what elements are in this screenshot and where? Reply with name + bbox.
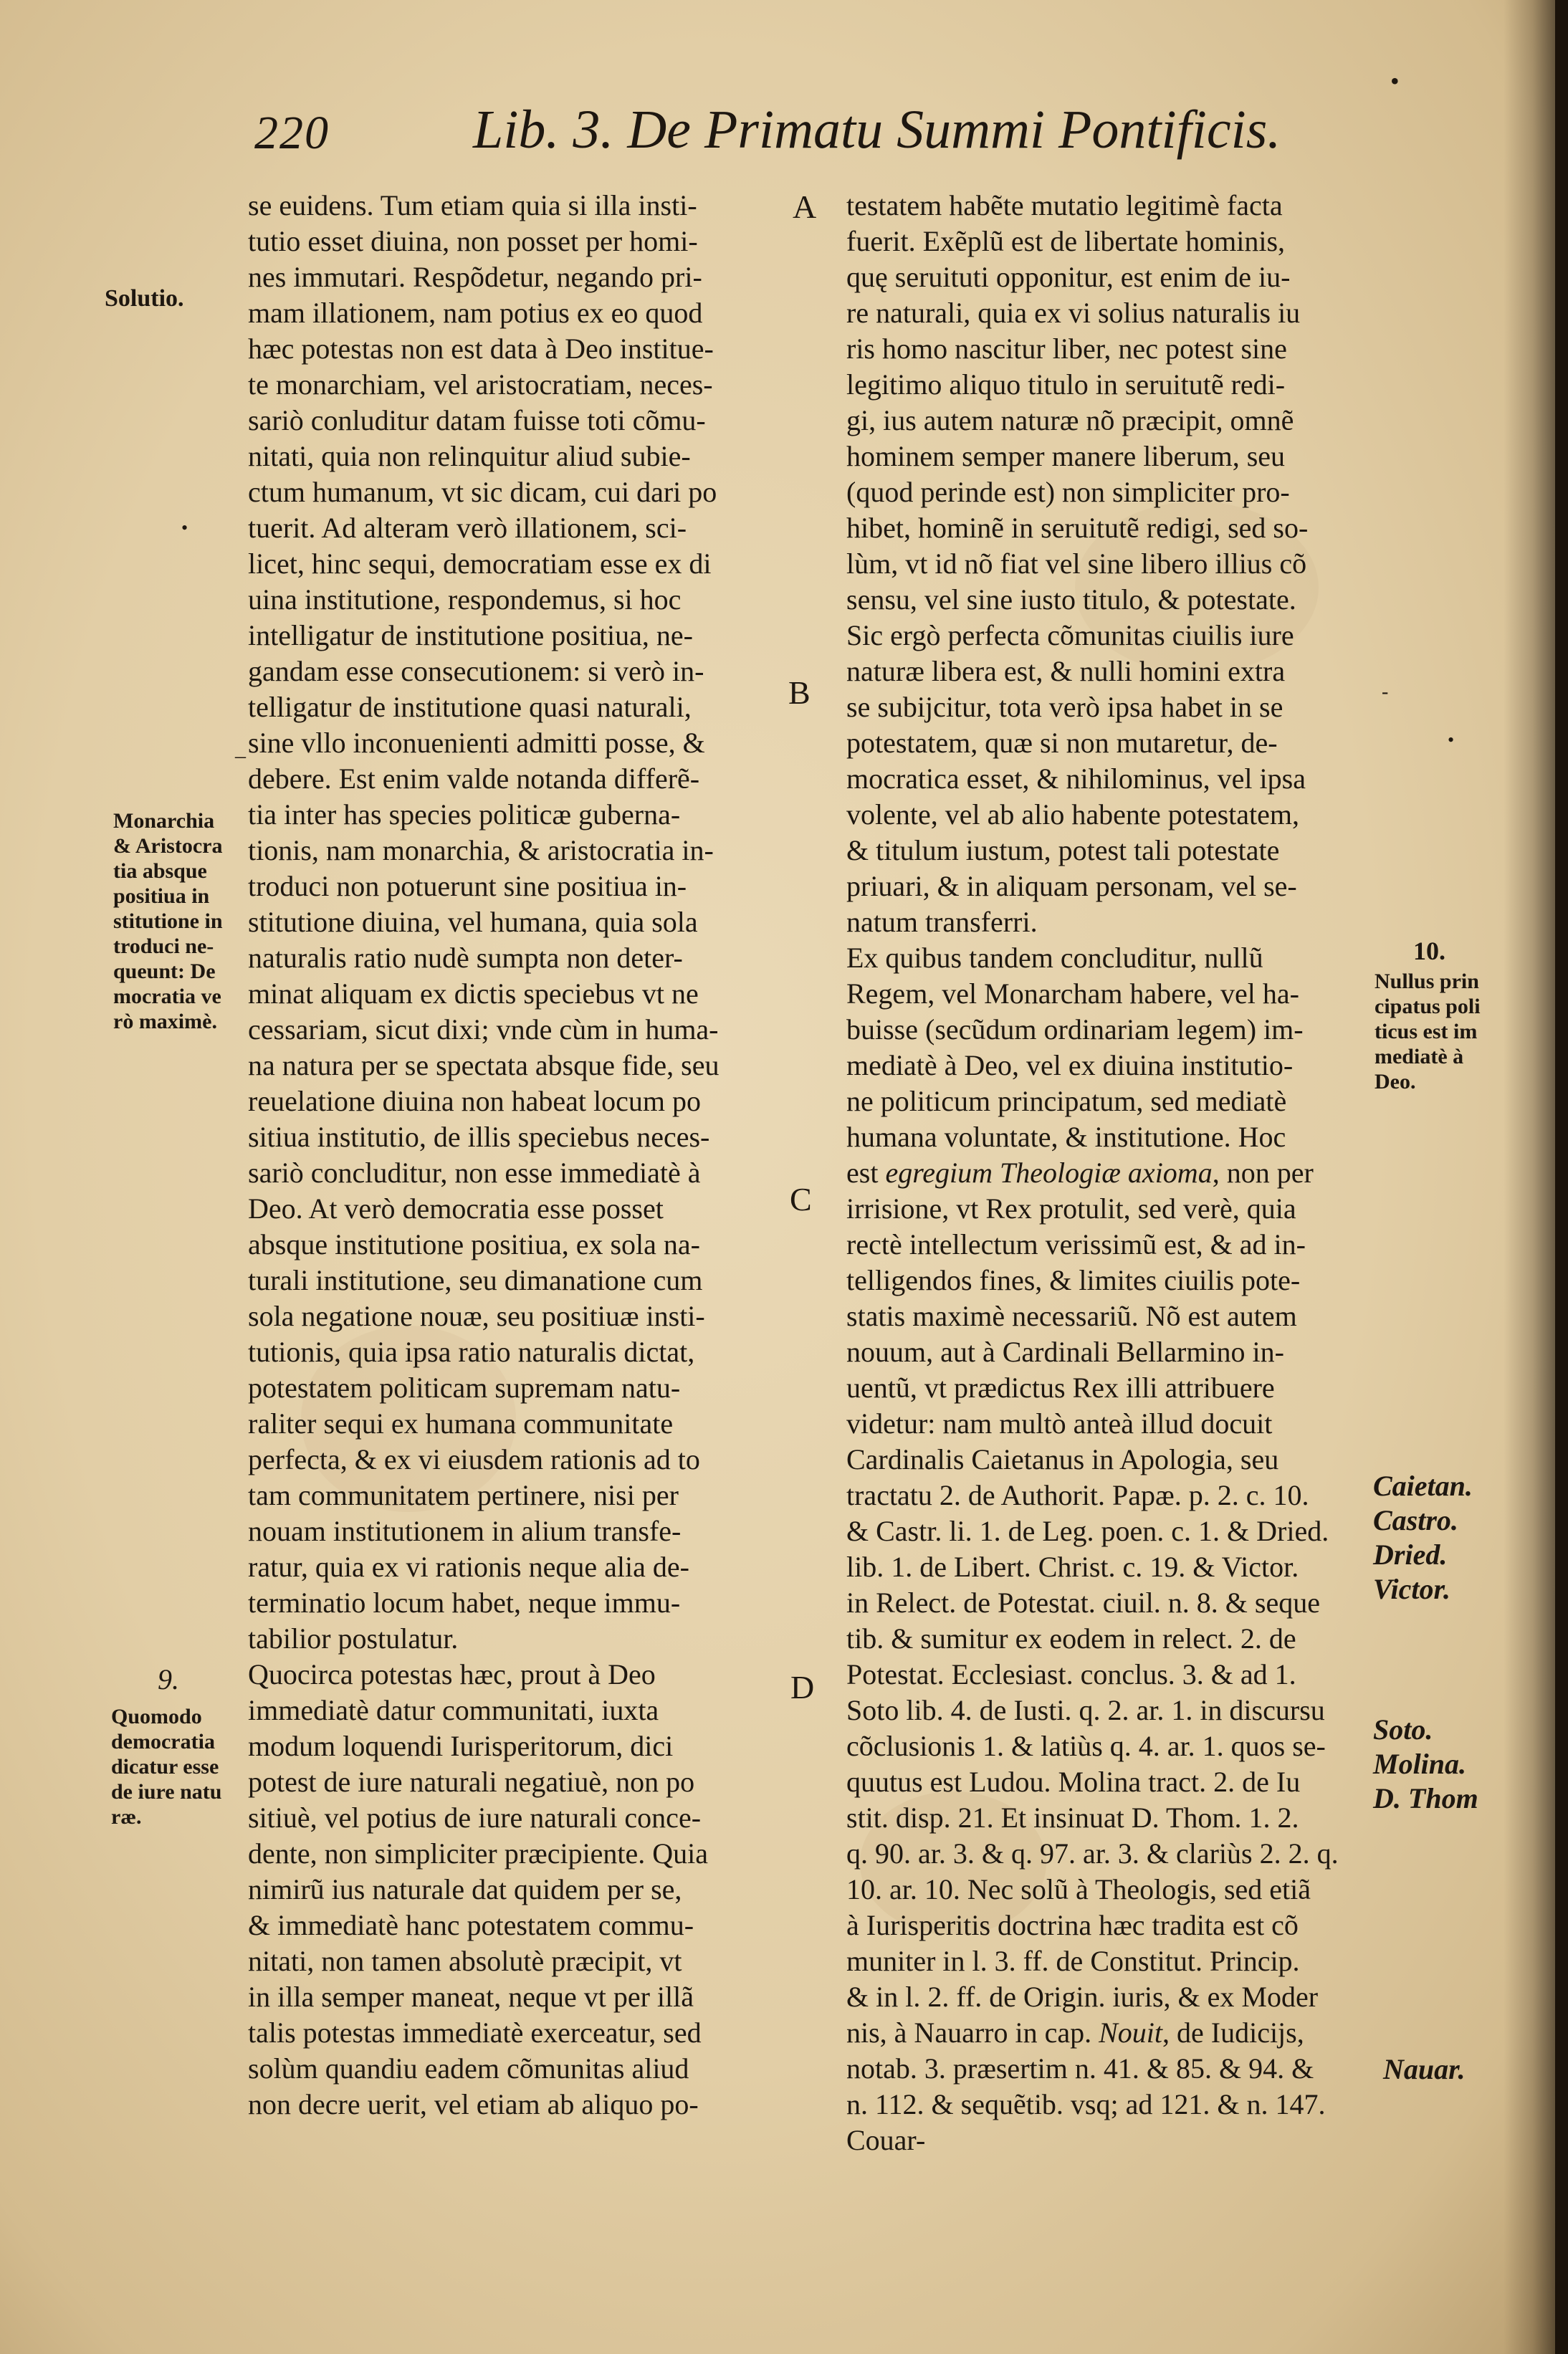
margin-note-line: troduci ne- (113, 934, 214, 958)
page-header (0, 0, 1568, 172)
margin-authorities-caietan (1373, 1469, 1473, 1607)
text-line: muniter in l. 3. ff. de Constitut. Princip. (846, 1945, 1300, 1977)
text-line: est egregium Theologiæ axioma, non per (846, 1157, 1314, 1189)
text-line: Deo. At verò democratia esse posset (248, 1192, 664, 1225)
page-number: 220 (254, 107, 330, 159)
text-line: tib. & sumitur ex eodem in relect. 2. de (846, 1622, 1296, 1655)
text-line: debere. Est enim valde notanda differẽ- (248, 762, 700, 795)
text-line: raliter sequi ex humana communitate (248, 1407, 674, 1440)
text-line: se euidens. Tum etiam quia si illa insti- (248, 189, 697, 221)
text-line: 10. ar. 10. Nec solũ à Theologis, sed etiã (846, 1873, 1311, 1905)
text-line: hæc potestas non est data à Deo institue- (248, 332, 714, 365)
text-line: nouam institutionem in alium transfe- (248, 1515, 682, 1547)
text-line: licet, hinc sequi, democratiam esse ex di (248, 547, 712, 580)
text-line: immediatè datur communitati, iuxta (248, 1694, 659, 1726)
text-line: in Relect. de Potestat. ciuil. n. 8. & seque (846, 1587, 1320, 1619)
text-line: sariò concluditur, non esse immediatè à (248, 1157, 701, 1189)
text-line: nouum, aut à Cardinali Bellarmino in- (846, 1336, 1284, 1368)
text-line: statis maximè necessariũ. Nõ est autem (846, 1300, 1297, 1332)
text-line: se subijcitur, tota verò ipsa habet in se (846, 691, 1283, 723)
text-line: sensu, vel sine iusto titulo, & potestate. (846, 583, 1296, 616)
text-line: dente, non simpliciter præcipiente. Quia (248, 1837, 709, 1870)
text-line: ratur, quia ex vi rationis neque alia de- (248, 1551, 689, 1583)
text-line: gandam esse consecutionem: si verò in- (248, 655, 704, 687)
text-line: intelligatur de institutione positiua, ne- (248, 619, 693, 651)
margin-note-line: de iure natu (111, 1780, 222, 1804)
margin-note-line: democratia (111, 1730, 215, 1753)
running-title: Lib. 3. De Primatu Summi Pontificis. (473, 100, 1281, 160)
text-line: perfecta, & ex vi eiusdem rationis ad to (248, 1443, 700, 1475)
margin-dash: _ (235, 737, 246, 760)
right-text-column (846, 188, 1368, 2158)
text-line: tractatu 2. de Authorit. Papæ. p. 2. c. 10. (846, 1479, 1309, 1511)
text-line: Ex quibus tandem concluditur, nullũ (846, 942, 1263, 974)
text-line: turali institutione, seu dimanatione cum (248, 1264, 703, 1296)
text-line: quę seruituti opponitur, est enim de iu- (846, 261, 1291, 293)
text-line: ris homo nascitur liber, nec potest sine (846, 332, 1287, 365)
text-line: cessariam, sicut dixi; vnde cùm in huma- (248, 1013, 719, 1046)
text-line: hominem semper manere liberum, seu (846, 440, 1286, 472)
text-line: nis, à Nauarro in cap. Nouit, de Iudicijs, (846, 2016, 1304, 2049)
margin-note-line: Quomodo (111, 1705, 202, 1728)
authority-name: Dried. (1373, 1539, 1448, 1571)
authority-name: Soto. (1373, 1713, 1433, 1746)
text-line: telligendos fines, & limites ciuilis pote- (846, 1264, 1301, 1296)
text-line: (quod perinde est) non simpliciter pro- (846, 476, 1290, 508)
text-line: troduci non potuerunt sine positiua in- (248, 870, 687, 902)
text-line: te monarchiam, vel aristocratiam, neces- (248, 368, 713, 401)
text-line: stit. disp. 21. Et insinuat D. Thom. 1. 2. (846, 1802, 1299, 1834)
text-line: cõclusionis 1. & latiùs q. 4. ar. 1. quos se- (846, 1730, 1326, 1762)
text-line: sola negatione nouæ, seu positiuæ insti- (248, 1300, 705, 1332)
text-line: sariò conluditur datam fuisse toti cõmu- (248, 404, 706, 436)
text-line: ctum humanum, vt sic dicam, cui dari po (248, 476, 717, 508)
text-line: nitati, quia non relinquitur aliud subie- (248, 440, 691, 472)
text-line: mam illationem, nam potius ex eo quod (248, 297, 703, 329)
margin-note-line: cipatus poli (1375, 995, 1481, 1018)
text-line: rectè intellectum verissimũ est, & ad in- (846, 1228, 1306, 1260)
text-line: Sic ergò perfecta cõmunitas ciuilis iure (846, 619, 1294, 651)
margin-note-line: ticus est im (1375, 1020, 1478, 1043)
text-line: potestatem politicam supremam natu- (248, 1372, 681, 1404)
authority-name: Caietan. (1373, 1470, 1473, 1502)
text-line: modum loquendi Iurisperitorum, dici (248, 1730, 674, 1762)
margin-note-line: Monarchia (113, 809, 215, 833)
margin-authorities-soto (1373, 1713, 1478, 1816)
text-line: & immediatè hanc potestatem commu- (248, 1909, 694, 1941)
text-line: Regem, vel Monarcham habere, vel ha- (846, 977, 1299, 1010)
text-line: irrisione, vt Rex protulit, sed verè, quia (846, 1192, 1296, 1225)
text-line: videtur: nam multò anteà illud docuit (846, 1407, 1273, 1440)
text-line: Cardinalis Caietanus in Apologia, seu (846, 1443, 1279, 1475)
text-line: Potestat. Ecclesiast. conclus. 3. & ad 1. (846, 1658, 1296, 1690)
text-line: & titulum iustum, potest tali potestate (846, 834, 1280, 866)
text-line: ne politicum principatum, sed mediatè (846, 1085, 1287, 1117)
margin-note-solutio: Solutio. (105, 285, 184, 312)
text-line: nitati, non tamen absolutè præcipit, vt (248, 1945, 682, 1977)
authority-name: Castro. (1373, 1504, 1458, 1536)
text-line: à Iurisperitis doctrina hæc tradita est cõ (846, 1909, 1299, 1941)
text-line: tabilior postulatur. (248, 1622, 459, 1655)
margin-number-nine: 9. (158, 1663, 179, 1695)
text-line: tuerit. Ad alteram verò illationem, sci- (248, 512, 687, 544)
text-line: hibet, hominẽ in seruitutẽ redigi, sed so- (846, 512, 1309, 544)
text-line: talis potestas immediatè exerceatur, sed (248, 2016, 702, 2049)
text-line: humana voluntate, & institutione. Hoc (846, 1121, 1286, 1153)
margin-note-line: & Aristocra (113, 834, 223, 858)
text-line: q. 90. ar. 3. & q. 97. ar. 3. & clariùs 2. 2. q. (846, 1837, 1339, 1870)
text-line: mocratica esset, & nihilominus, vel ipsa (846, 762, 1306, 795)
text-line: telligatur de institutione quasi naturali, (248, 691, 692, 723)
margin-number-ten: 10. (1413, 937, 1445, 965)
text-line: sine vllo inconuenienti admitti posse, & (248, 727, 705, 759)
text-line: testatem habẽte mutatio legitimè facta (846, 189, 1283, 221)
text-line: stitutione diuina, vel humana, quia sola (248, 906, 698, 938)
text-line: in illa semper maneat, neque vt per illã (248, 1981, 694, 2013)
text-line: Soto lib. 4. de Iusti. q. 2. ar. 1. in discursu (846, 1694, 1325, 1726)
margin-dot-right: • (1448, 729, 1455, 750)
text-line: tutio esset diuina, non posset per homi- (248, 225, 698, 257)
section-marker-a: A (793, 188, 817, 225)
text-line: & in l. 2. ff. de Origin. iuris, & ex Moder (846, 1981, 1319, 2013)
margin-note-monarchia (113, 808, 223, 1034)
text-line: terminatio locum habet, neque immu- (248, 1587, 681, 1619)
section-marker-c: C (790, 1181, 812, 1217)
margin-note-line: Deo. (1375, 1070, 1416, 1094)
margin-note-line: positiua in (113, 884, 210, 908)
text-line: non decre uerit, vel etiam ab aliquo po- (248, 2088, 699, 2120)
page-edge (1555, 0, 1568, 2354)
margin-note-line: Nullus prin (1375, 970, 1479, 993)
text-line: volente, vel ab alio habente potestatem, (846, 798, 1299, 831)
text-line: tutionis, quia ipsa ratio naturalis dictat, (248, 1336, 695, 1368)
text-line: sitiua institutio, de illis speciebus neces- (248, 1121, 710, 1153)
text-line: naturæ libera est, & nulli homini extra (846, 655, 1286, 687)
text-line: gi, ius autem naturæ nõ præcipit, omnẽ (846, 404, 1294, 436)
margin-note-line: rò maximè. (113, 1010, 217, 1033)
margin-note-line: queunt: De (113, 960, 216, 983)
text-line: legitimo aliquo titulo in seruitutẽ redi- (846, 368, 1286, 401)
margin-authorities-nauar (1383, 2052, 1466, 2087)
text-line: Quocirca potestas hæc, prout à Deo (248, 1658, 656, 1690)
text-line: nimirũ ius naturale dat quidem per se, (248, 1873, 682, 1905)
text-line: Couar- (846, 2124, 926, 2156)
text-line: notab. 3. præsertim n. 41. & 85. & 94. & (846, 2052, 1314, 2085)
margin-note-line: ræ. (111, 1805, 142, 1829)
margin-note-line: dicatur esse (111, 1755, 219, 1779)
text-line: mediatè à Deo, vel ex diuina institutio- (846, 1049, 1294, 1081)
margin-note-line: stitutione in (113, 909, 223, 933)
margin-note-nullus (1375, 969, 1481, 1094)
text-line: tionis, nam monarchia, & aristocratia in- (248, 834, 714, 866)
text-line: & Castr. li. 1. de Leg. poen. c. 1. & Dried. (846, 1515, 1329, 1547)
text-line: quutus est Ludou. Molina tract. 2. de Iu (846, 1766, 1301, 1798)
authority-name: D. Thom (1373, 1782, 1478, 1814)
italic-phrase: egregium Theologiæ axioma (885, 1157, 1213, 1189)
text-line: tam communitatem pertinere, nisi per (248, 1479, 679, 1511)
left-text-column (248, 188, 768, 2123)
text-line: reuelatione diuina non habeat locum po (248, 1085, 702, 1117)
section-marker-d: D (790, 1669, 815, 1705)
margin-dash-right: - (1382, 681, 1389, 703)
margin-note-quomodo (111, 1704, 221, 1829)
text-line: priuari, & in aliquam personam, vel se- (846, 870, 1297, 902)
text-line: minat aliquam ex dictis speciebus vt ne (248, 977, 699, 1010)
margin-note-line: tia absque (113, 859, 207, 883)
section-marker-b: B (788, 674, 811, 711)
text-line: nes immutari. Respõdetur, negando pri- (248, 261, 702, 293)
authority-name: Molina. (1373, 1748, 1467, 1780)
margin-dot: • (181, 517, 188, 538)
text-line: tia inter has species politicæ guberna- (248, 798, 681, 831)
authority-name: Nauar. (1383, 2053, 1466, 2085)
text-line: absque institutione positiua, ex sola na- (248, 1228, 700, 1260)
text-line: potestatem, quæ si non mutaretur, de- (846, 727, 1278, 759)
text-line: lùm, vt id nõ fiat vel sine libero illius cõ (846, 547, 1307, 580)
text-line: na natura per se spectata absque fide, seu (248, 1049, 720, 1081)
text-line: sitiuè, vel potius de iure naturali conce- (248, 1802, 702, 1834)
text-line: natum transferri. (846, 906, 1038, 938)
text-line: lib. 1. de Libert. Christ. c. 19. & Victor. (846, 1551, 1299, 1583)
text-line: solùm quandiu eadem cõmunitas aliud (248, 2052, 689, 2085)
text-line: buisse (secũdum ordinariam legem) im- (846, 1013, 1304, 1046)
margin-note-line: mocratia ve (113, 985, 221, 1008)
text-line: potest de iure naturali negatiuè, non po (248, 1766, 695, 1798)
text-line: uina institutione, respondemus, si hoc (248, 583, 682, 616)
italic-phrase: Nouit (1099, 2016, 1162, 2049)
text-line: fuerit. Exẽplũ est de libertate hominis, (846, 225, 1286, 257)
text-line: naturalis ratio nudè sumpta non deter- (248, 942, 683, 974)
margin-note-line: mediatè à (1375, 1045, 1464, 1068)
text-line: n. 112. & sequẽtib. vsq; ad 121. & n. 147. (846, 2088, 1326, 2120)
authority-name: Victor. (1373, 1573, 1450, 1605)
text-line: uentũ, vt prædictus Rex illi attribuere (846, 1372, 1275, 1404)
text-line: re naturali, quia ex vi solius naturalis iu (846, 297, 1301, 329)
corner-mark: • (1390, 67, 1400, 95)
